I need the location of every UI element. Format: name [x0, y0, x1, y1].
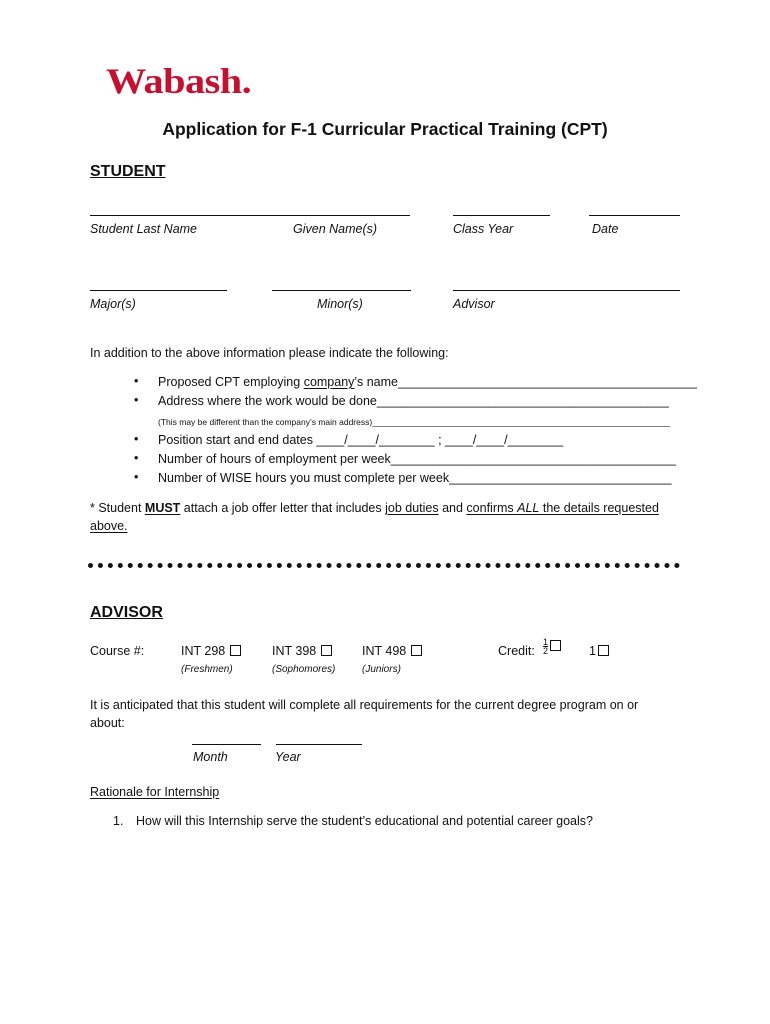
level-sophomores: (Sophomores): [272, 664, 336, 675]
year-line[interactable]: [276, 744, 362, 745]
credit-half-checkbox[interactable]: [550, 640, 561, 651]
intro-text: In addition to the above information please indicate the following:: [90, 346, 449, 360]
month-line[interactable]: [192, 744, 261, 745]
date-line[interactable]: [589, 215, 680, 216]
bullet-dot: •: [134, 393, 139, 407]
level-juniors: (Juniors): [362, 664, 401, 675]
bullet-dot: •: [134, 451, 139, 465]
anticipated-text-cont: about:: [90, 716, 125, 730]
question-1: How will this Internship serve the student’s educational and potential career goals?: [136, 814, 593, 828]
rationale-heading: Rationale for Internship: [90, 785, 220, 799]
employment-hours-item: Number of hours of employment per week_________________________________________: [158, 452, 676, 466]
credit-half-option: [537, 638, 561, 655]
minor-line[interactable]: [272, 290, 411, 291]
advisor-heading: ADVISOR: [90, 604, 163, 621]
course-int298: INT 298: [181, 644, 241, 658]
level-freshmen: (Freshmen): [181, 664, 233, 675]
half-fraction: $\frac{1}{2}$: [543, 637, 549, 656]
wise-hours-item: Number of WISE hours you must complete per week________________________________: [158, 471, 672, 485]
credit-label: Credit:: [498, 644, 535, 658]
student-name-line[interactable]: [90, 215, 410, 216]
label-date: Date: [592, 222, 619, 236]
position-dates-item: Position start and end dates ____/____/________ ; ____/____/________: [158, 433, 564, 447]
label-class-year: Class Year: [453, 222, 514, 236]
credit-one-checkbox[interactable]: [598, 645, 609, 656]
label-month: Month: [193, 750, 228, 764]
course-int398: INT 398: [272, 644, 332, 658]
major-line[interactable]: [90, 290, 227, 291]
course-label: Course #:: [90, 644, 145, 658]
question-number: 1.: [113, 814, 124, 828]
int498-checkbox[interactable]: [411, 645, 422, 656]
company-name-item: Proposed CPT employing company’s name___________________________________________: [158, 375, 697, 389]
bullet-dot: •: [134, 470, 139, 484]
anticipated-text: It is anticipated that this student will complete all requirements for the current degree program on or: [90, 698, 639, 712]
int298-checkbox[interactable]: [230, 645, 241, 656]
address-note: (This may be different than the company’s main address)_______________________________________________________________: [158, 417, 671, 427]
label-minors: Minor(s): [317, 297, 363, 311]
label-student-last-name: Student Last Name: [90, 222, 198, 236]
address-item: Address where the work would be done__________________________________________: [158, 394, 669, 408]
int398-checkbox[interactable]: [321, 645, 332, 656]
bullet-dot: •: [134, 374, 139, 388]
wabash-logo: Wabash.: [106, 61, 252, 101]
bullet-dot: •: [134, 432, 139, 446]
class-year-line[interactable]: [453, 215, 550, 216]
course-int498: INT 498: [362, 644, 422, 658]
advisor-line[interactable]: [453, 290, 680, 291]
credit-one-option: 1: [589, 644, 609, 658]
form-title: Application for F-1 Curricular Practical Training (CPT): [162, 119, 608, 139]
job-offer-notice: * Student MUST attach a job offer letter that includes job duties and confirms ALL the details requested: [90, 501, 659, 515]
label-given-names: Given Name(s): [293, 222, 378, 236]
label-year: Year: [275, 750, 301, 764]
job-offer-notice-cont: above.: [90, 519, 128, 533]
label-advisor: Advisor: [453, 297, 495, 311]
student-heading: STUDENT: [90, 163, 166, 180]
label-majors: Major(s): [90, 297, 136, 311]
section-divider: [88, 563, 680, 568]
